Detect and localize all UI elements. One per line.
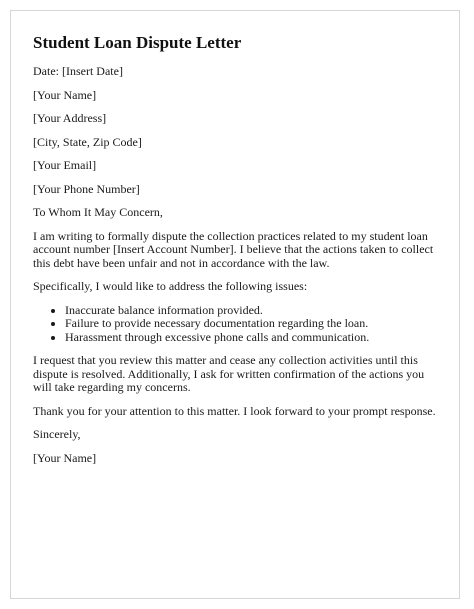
- letter-content: [33, 33, 443, 475]
- sender-address: [Your Address]: [33, 111, 107, 125]
- thanks-paragraph: Thank you for your attention to this matter. I look forward to your prompt response.: [33, 403, 436, 418]
- sender-city-state-zip: [City, State, Zip Code]: [33, 134, 142, 149]
- date-line: Date: [Insert Date]: [33, 64, 123, 78]
- list-item: • Inaccurate balance information provided.: [65, 304, 443, 318]
- sender-email: [Your Email]: [33, 158, 97, 172]
- closing: Sincerely,: [33, 427, 81, 441]
- list-item: • Failure to provide necessary documentation regarding the loan.: [65, 317, 443, 331]
- letter-page: [10, 10, 460, 599]
- sender-name: [Your Name]: [33, 87, 97, 102]
- request-paragraph: I request that you review this matter and cease any collection activities until this dispute is resolved. Additionally, I ask for written confirmation of the actions you will take regarding my concerns.: [33, 353, 425, 394]
- intro-paragraph: I am writing to formally dispute the collection practices related to my student loan account number [Insert Account Number]. I believe that the actions taken to collect this debt have been unfair and not in accordance with the law.: [33, 228, 434, 270]
- signature-name: [Your Name]: [33, 450, 97, 465]
- letter-title: Student Loan Dispute Letter: [33, 33, 242, 52]
- salutation: To Whom It May Concern,: [33, 205, 163, 219]
- issues-list: [33, 304, 443, 345]
- sender-phone: [Your Phone Number]: [33, 181, 140, 196]
- list-item: • Harassment through excessive phone calls and communication.: [65, 331, 443, 345]
- issues-intro: Specifically, I would like to address the following issues:: [33, 279, 308, 293]
